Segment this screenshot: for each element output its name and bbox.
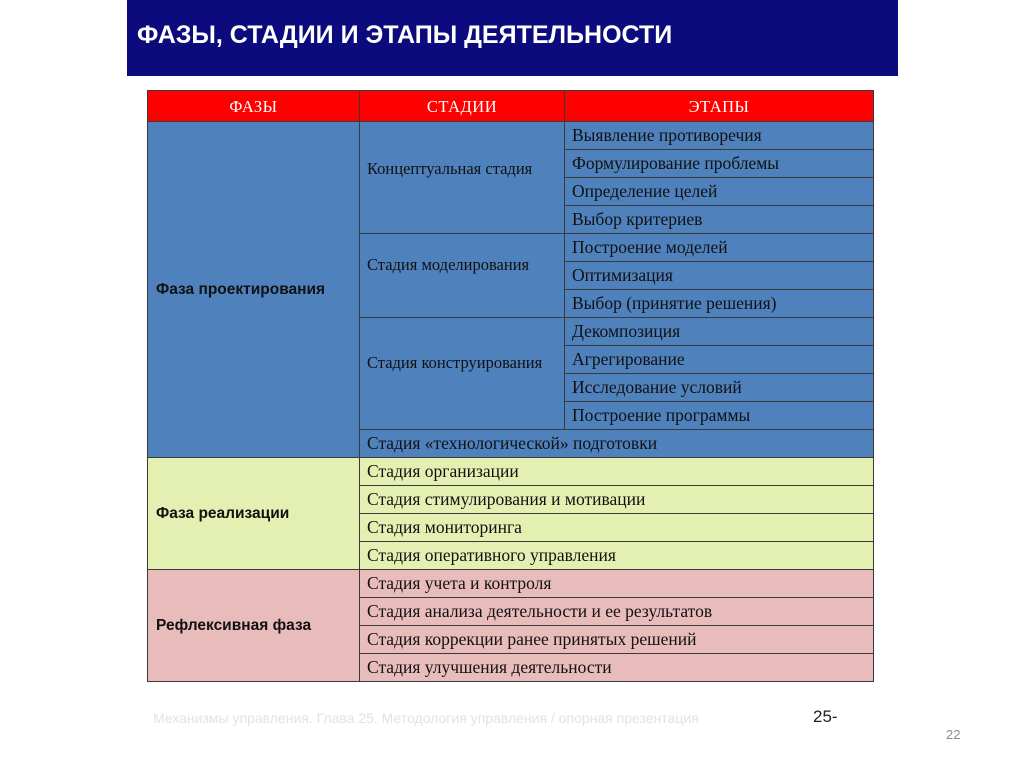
stage-cell: Стадия оперативного управления — [360, 542, 874, 570]
title-bar — [127, 0, 898, 76]
step-cell: Формулирование проблемы — [565, 150, 874, 178]
phase-reflexive: Рефлексивная фаза — [148, 570, 360, 682]
stage-tech-preparation: Стадия «технологической» подготовки — [360, 430, 874, 458]
step-cell: Исследование условий — [565, 374, 874, 402]
stage-cell: Стадия стимулирования и мотивации — [360, 486, 874, 514]
step-cell: Оптимизация — [565, 262, 874, 290]
column-header-steps: ЭТАПЫ — [565, 91, 874, 122]
stage-cell: Стадия анализа деятельности и ее результатов — [360, 598, 874, 626]
step-cell: Агрегирование — [565, 346, 874, 374]
stage-cell: Стадия организации — [360, 458, 874, 486]
table-header-row — [148, 91, 874, 122]
stage-modeling: Стадия моделирования — [360, 234, 565, 318]
phase-implementation: Фаза реализации — [148, 458, 360, 570]
stage-cell: Стадия улучшения деятельности — [360, 654, 874, 682]
stage-conceptual: Концептуальная стадия — [360, 122, 565, 234]
step-cell: Выбор критериев — [565, 206, 874, 234]
page-title: ФАЗЫ, СТАДИИ И ЭТАПЫ ДЕЯТЕЛЬНОСТИ — [137, 21, 673, 49]
stage-cell: Стадия учета и контроля — [360, 570, 874, 598]
column-header-stages: СТАДИИ — [360, 91, 565, 122]
stage-cell: Стадия коррекции ранее принятых решений — [360, 626, 874, 654]
step-cell: Определение целей — [565, 178, 874, 206]
phase-design: Фаза проектирования — [148, 122, 360, 458]
phases-table — [147, 90, 874, 682]
section-number: 25- — [813, 707, 838, 726]
step-cell: Построение моделей — [565, 234, 874, 262]
step-cell: Декомпозиция — [565, 318, 874, 346]
step-cell: Выбор (принятие решения) — [565, 290, 874, 318]
step-cell: Построение программы — [565, 402, 874, 430]
stage-construction: Стадия конструирования — [360, 318, 565, 430]
page-number: 22 — [946, 727, 961, 742]
column-header-phases: ФАЗЫ — [148, 91, 360, 122]
stage-cell: Стадия мониторинга — [360, 514, 874, 542]
step-cell: Выявление противоречия — [565, 122, 874, 150]
footer-caption: Механизмы управления. Глава 25. Методология управления / опорная презентация — [153, 710, 699, 726]
